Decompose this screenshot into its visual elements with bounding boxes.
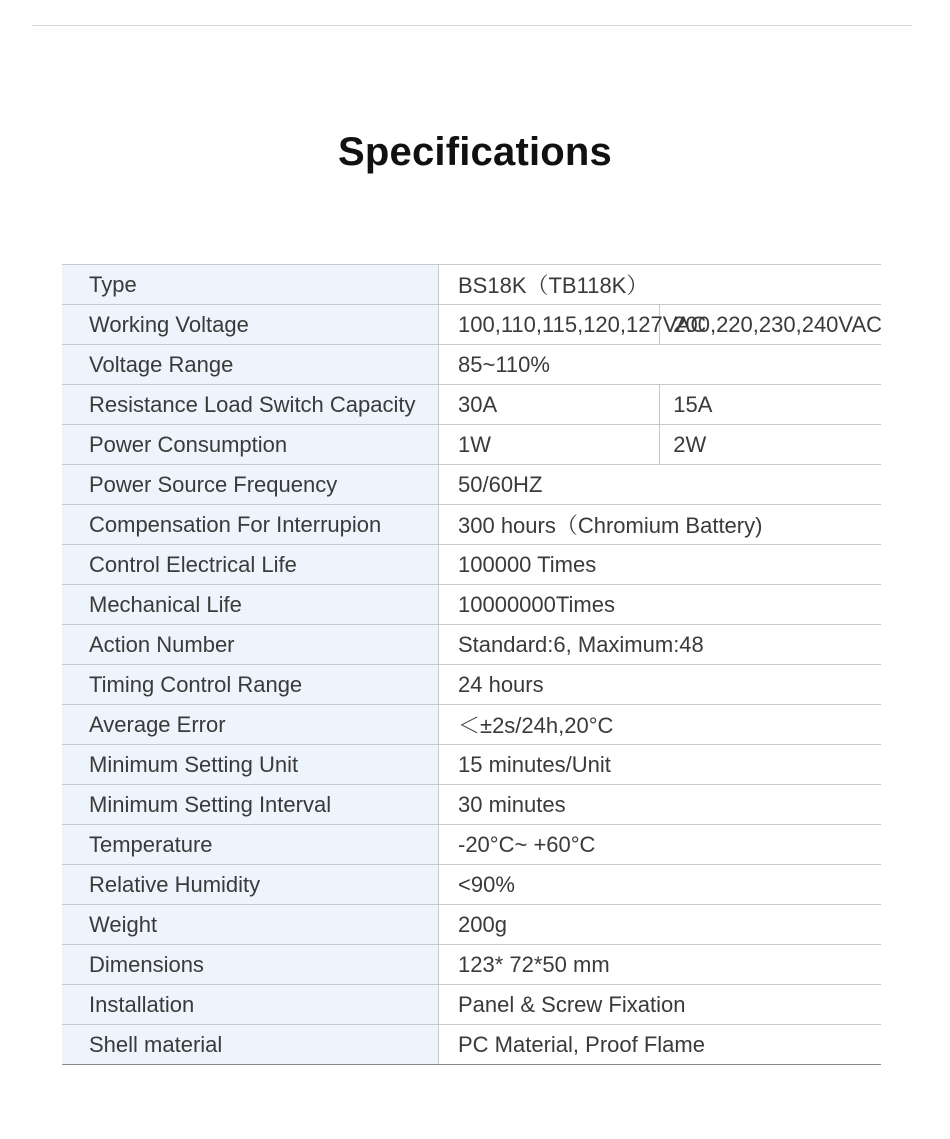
row-label: Temperature [62, 825, 439, 865]
table-row [62, 265, 881, 305]
row-value: ＜±2s/24h,20°C [439, 705, 882, 745]
row-label: Minimum Setting Unit [62, 745, 439, 785]
table-row [62, 665, 881, 705]
row-label: Resistance Load Switch Capacity [62, 385, 439, 425]
row-label: Weight [62, 905, 439, 945]
table-row [62, 425, 881, 465]
table-row [62, 625, 881, 665]
row-value: PC Material, Proof Flame [439, 1025, 882, 1065]
row-label: Compensation For Interrupion [62, 505, 439, 545]
table-row [62, 465, 881, 505]
table-row [62, 905, 881, 945]
row-label: Dimensions [62, 945, 439, 985]
row-label: Control Electrical Life [62, 545, 439, 585]
row-value: 123* 72*50 mm [439, 945, 882, 985]
table-row [62, 785, 881, 825]
table-row [62, 385, 881, 425]
row-value: 200g [439, 905, 882, 945]
row-label: Voltage Range [62, 345, 439, 385]
row-value: <90% [439, 865, 882, 905]
table-row [62, 545, 881, 585]
row-value: 30 minutes [439, 785, 882, 825]
specifications-table [62, 264, 881, 1065]
row-value: 1W [439, 425, 660, 465]
row-value: 100,110,115,120,127VAC [439, 305, 660, 345]
row-label: Shell material [62, 1025, 439, 1065]
row-label: Power Source Frequency [62, 465, 439, 505]
page-title: Specifications [338, 130, 612, 174]
row-label: Action Number [62, 625, 439, 665]
table-row [62, 305, 881, 345]
row-value: 300 hours（Chromium Battery) [439, 505, 882, 545]
row-label: Minimum Setting Interval [62, 785, 439, 825]
row-value: 10000000Times [439, 585, 882, 625]
row-value: 30A [439, 385, 660, 425]
top-divider [32, 25, 912, 26]
table-row [62, 1025, 881, 1065]
row-value-alt: 2W [660, 425, 881, 465]
table-row [62, 825, 881, 865]
row-value-alt: 200,220,230,240VAC [660, 305, 881, 345]
row-value: 85~110% [439, 345, 882, 385]
row-value: Standard:6, Maximum:48 [439, 625, 882, 665]
row-label: Working Voltage [62, 305, 439, 345]
table-row [62, 345, 881, 385]
row-value: Panel & Screw Fixation [439, 985, 882, 1025]
row-value: -20°C~ +60°C [439, 825, 882, 865]
row-label: Average Error [62, 705, 439, 745]
row-value: BS18K（TB118K） [439, 265, 882, 305]
row-label: Mechanical Life [62, 585, 439, 625]
row-label: Type [62, 265, 439, 305]
row-value: 50/60HZ [439, 465, 882, 505]
row-value-alt: 15A [660, 385, 881, 425]
table-row [62, 585, 881, 625]
table-row [62, 745, 881, 785]
row-value: 24 hours [439, 665, 882, 705]
table-row [62, 945, 881, 985]
row-label: Power Consumption [62, 425, 439, 465]
table-row [62, 865, 881, 905]
table-row [62, 505, 881, 545]
row-label: Timing Control Range [62, 665, 439, 705]
table-row [62, 985, 881, 1025]
table-row [62, 705, 881, 745]
row-value: 15 minutes/Unit [439, 745, 882, 785]
row-value: 100000 Times [439, 545, 882, 585]
row-label: Relative Humidity [62, 865, 439, 905]
row-label: Installation [62, 985, 439, 1025]
